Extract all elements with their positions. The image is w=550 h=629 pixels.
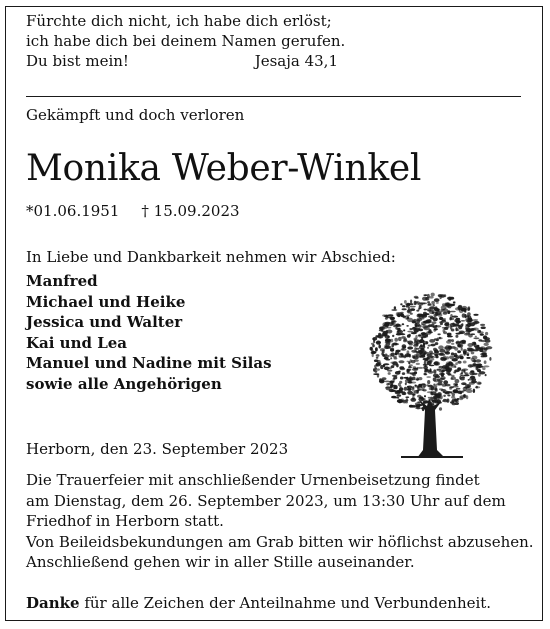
mourner: Manfred [26,272,98,290]
mourner: Michael und Heike [26,292,186,311]
farewell-line: In Liebe und Dankbarkeit nehmen wir Abschied: [26,248,396,266]
ceremony-line: Friedhof in Herborn statt. [26,512,224,530]
ceremony-line: Von Beileidsbekundungen am Grab bitten wir höflichst abzusehen. [26,532,534,551]
tree-icon [365,290,497,460]
ceremony-line: Anschließend gehen wir in aller Stille auseinander. [26,553,415,571]
mourner: sowie alle Angehörigen [26,374,222,393]
thanks-line [26,594,491,612]
verse-line-2: ich habe dich bei deinem Namen gerufen. [26,32,346,50]
birth-date: *01.06.1951 [26,202,120,220]
ceremony-line: am Dienstag, dem 26. September 2023, um 13:30 Uhr auf dem [26,491,506,510]
life-dates [26,202,240,220]
place-date: Herborn, den 23. September 2023 [26,440,289,458]
mourner: Manuel und Nadine mit Silas [26,354,272,372]
subtitle: Gekämpft und doch verloren [26,106,245,124]
ceremony-info [26,470,534,573]
verse-line-3-row [26,51,338,71]
mourner: Kai und Lea [26,333,128,352]
mourners-list [26,271,272,394]
verse-source: Jesaja 43,1 [254,52,338,70]
death-date: † 15.09.2023 [141,202,240,220]
thanks-bold: Danke [26,594,80,612]
bible-verse [26,11,526,71]
thanks-rest: für alle Zeichen der Anteilnahme und Verbundenheit. [79,594,492,612]
ceremony-line: Die Trauerfeier mit anschließender Urnenbeisetzung findet [26,471,480,489]
divider [26,96,521,97]
verse-line-1: Fürchte dich nicht, ich habe dich erlöst; [26,12,332,30]
mourner: Jessica und Walter [26,313,183,331]
verse-line-3: Du bist mein! [26,52,129,70]
deceased-name: Monika Weber-Winkel [26,148,422,189]
